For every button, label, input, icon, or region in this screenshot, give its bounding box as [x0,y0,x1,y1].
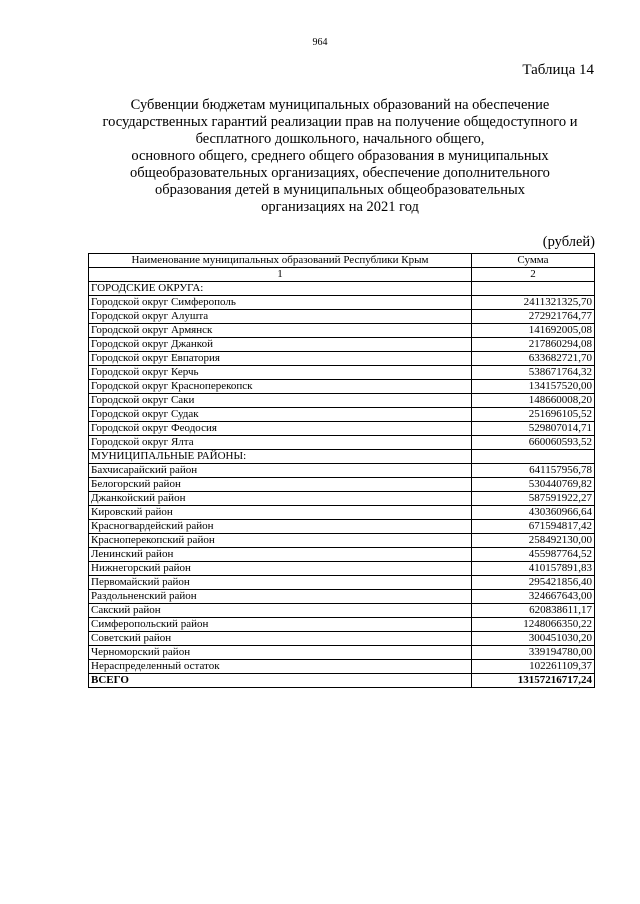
amount-cell: 455987764,52 [472,548,595,562]
amount-cell: 251696105,52 [472,408,595,422]
municipality-name: Нижнегорский район [89,562,472,576]
amount-cell: 134157520,00 [472,380,595,394]
amount-cell: 587591922,27 [472,492,595,506]
municipality-name: Городской округ Керчь [89,366,472,380]
amount-cell: 2411321325,70 [472,296,595,310]
table-row [89,352,595,366]
municipality-name: Городской округ Алушта [89,310,472,324]
amount-cell: 530440769,82 [472,478,595,492]
title-line: бесплатного дошкольного, начального общего, [195,131,485,147]
municipality-name: Красногвардейский район [89,520,472,534]
table-row [89,282,595,296]
table-row [89,338,595,352]
amount-cell: 217860294,08 [472,338,595,352]
table-row [89,548,595,562]
table-row [89,380,595,394]
table-row [89,394,595,408]
municipality-name: МУНИЦИПАЛЬНЫЕ РАЙОНЫ: [89,450,472,464]
unit-label: (рублей) [542,234,595,250]
amount-cell: 324667643,00 [472,590,595,604]
municipality-name: Белогорский район [89,478,472,492]
column-number: 1 [89,268,472,282]
table-row [89,310,595,324]
page-number: 964 [312,37,328,48]
title-line: основного общего, среднего общего образования в муниципальных [131,148,549,164]
municipality-name: Городской округ Евпатория [89,352,472,366]
municipality-name: Городской округ Судак [89,408,472,422]
title-line: государственных гарантий реализации прав на получение общедоступного и [102,114,578,130]
amount-cell: 1248066350,22 [472,618,595,632]
table-row [89,562,595,576]
table-row [89,520,595,534]
municipality-name: Советский район [89,632,472,646]
subventions-table [88,253,595,688]
municipality-name: Сакский район [89,604,472,618]
amount-cell: 633682721,70 [472,352,595,366]
table-row [89,590,595,604]
total-row [89,674,595,688]
amount-cell [472,450,595,464]
table-row [89,492,595,506]
municipality-name: Городской округ Армянск [89,324,472,338]
table-row [89,618,595,632]
column-number: 2 [472,268,595,282]
amount-cell: 148660008,20 [472,394,595,408]
table-body [89,282,595,688]
amount-cell [472,282,595,296]
municipality-name: Городской округ Саки [89,394,472,408]
amount-cell: 538671764,32 [472,366,595,380]
column-header-name: Наименование муниципальных образований Республики Крым [89,254,472,268]
table-row [89,324,595,338]
municipality-name: Ленинский район [89,548,472,562]
table-row [89,408,595,422]
municipality-name: Симферопольский район [89,618,472,632]
total-label: ВСЕГО [89,674,472,688]
table-row [89,450,595,464]
municipality-name: Раздольненский район [89,590,472,604]
amount-cell: 641157956,78 [472,464,595,478]
amount-cell: 529807014,71 [472,422,595,436]
table-row [89,506,595,520]
amount-cell: 671594817,42 [472,520,595,534]
table-header-row [89,254,595,268]
municipality-name: Красноперекопский район [89,534,472,548]
table-row [89,660,595,674]
municipality-name: Бахчисарайский район [89,464,472,478]
municipality-name: Городской округ Феодосия [89,422,472,436]
amount-cell: 410157891,83 [472,562,595,576]
amount-cell: 258492130,00 [472,534,595,548]
amount-cell: 339194780,00 [472,646,595,660]
title-line: общеобразовательных организациях, обеспечение дополнительного [130,165,550,181]
table-label: Таблица 14 [522,62,594,78]
amount-cell: 300451030,20 [472,632,595,646]
column-header-amount: Сумма [472,254,595,268]
municipality-name: Черноморский район [89,646,472,660]
table-row [89,296,595,310]
column-number-row [89,268,595,282]
amount-cell: 272921764,77 [472,310,595,324]
municipality-name: Городской округ Симферополь [89,296,472,310]
document-title [80,97,600,216]
municipality-name: Джанкойский район [89,492,472,506]
table-row [89,478,595,492]
table-row [89,646,595,660]
amount-cell: 141692005,08 [472,324,595,338]
municipality-name: ГОРОДСКИЕ ОКРУГА: [89,282,472,296]
municipality-name: Городской округ Ялта [89,436,472,450]
table-row [89,632,595,646]
municipality-name: Кировский район [89,506,472,520]
title-line: организациях на 2021 год [261,199,419,215]
amount-cell: 295421856,40 [472,576,595,590]
table-row [89,436,595,450]
municipality-name: Городской округ Красноперекопск [89,380,472,394]
table-row [89,576,595,590]
municipality-name: Городской округ Джанкой [89,338,472,352]
table-row [89,464,595,478]
municipality-name: Нераспределенный остаток [89,660,472,674]
title-line: образования детей в муниципальных общеобразовательных [154,182,526,198]
title-line: Субвенции бюджетам муниципальных образований на обеспечение [130,97,550,113]
table-row [89,604,595,618]
table-row [89,422,595,436]
total-amount: 13157216717,24 [472,674,595,688]
table-row [89,534,595,548]
municipality-name: Первомайский район [89,576,472,590]
table-row [89,366,595,380]
amount-cell: 660060593,52 [472,436,595,450]
amount-cell: 102261109,37 [472,660,595,674]
amount-cell: 430360966,64 [472,506,595,520]
amount-cell: 620838611,17 [472,604,595,618]
